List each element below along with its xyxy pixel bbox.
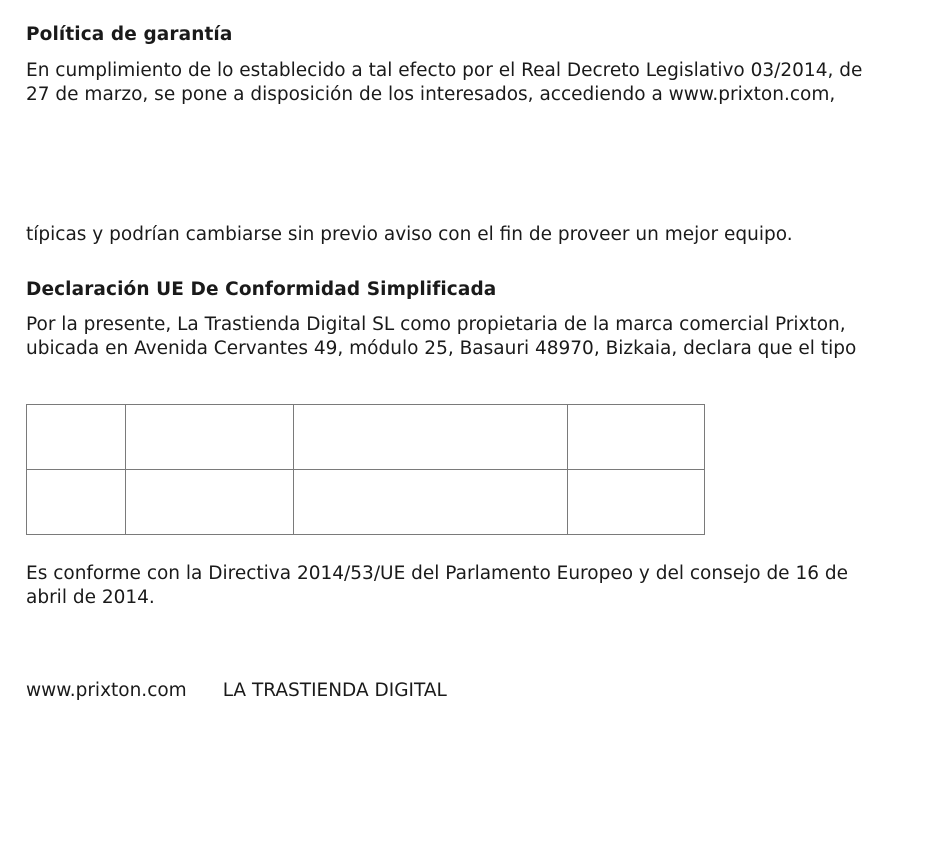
table-cell (568, 405, 705, 470)
declaration-paragraph (26, 313, 856, 361)
warranty-paragraph-line: En cumplimiento de lo establecido a tal efecto por el Real Decreto Legislativo 03/2014, de (26, 60, 863, 81)
table-cell (126, 470, 294, 535)
table-cell (126, 405, 294, 470)
conformity-paragraph-line: Es conforme con la Directiva 2014/53/UE del Parlamento Europeo y del consejo de 16 de (26, 563, 848, 584)
table-cell (27, 470, 126, 535)
table-row (27, 470, 705, 535)
warranty-note-line: típicas y podrían cambiarse sin previo aviso con el fin de proveer un mejor equipo. (26, 224, 793, 245)
warranty-paragraph-line: 27 de marzo, se pone a disposición de los interesados, accediendo a www.prixton.com, (26, 84, 836, 105)
declaration-heading: Declaración UE De Conformidad Simplificada (26, 279, 497, 300)
warranty-paragraph (26, 59, 862, 107)
conformity-paragraph (26, 562, 848, 610)
declaration-paragraph-line: Por la presente, La Trastienda Digital SL como propietaria de la marca comercial Prixton, (26, 314, 846, 335)
warranty-note (26, 223, 793, 247)
table-cell (294, 470, 568, 535)
table-row (27, 405, 705, 470)
footer (26, 680, 447, 701)
declaration-paragraph-line: ubicada en Avenida Cervantes 49, módulo 25, Basauri 48970, Bizkaia, declara que el tipo (26, 338, 857, 359)
footer-website: www.prixton.com (26, 680, 187, 701)
table-cell (294, 405, 568, 470)
conformity-paragraph-line: abril de 2014. (26, 587, 155, 608)
warranty-heading: Política de garantía (26, 24, 233, 45)
table-cell (568, 470, 705, 535)
footer-company: LA TRASTIENDA DIGITAL (222, 680, 447, 701)
product-spec-table (26, 404, 705, 535)
table-cell (27, 405, 126, 470)
